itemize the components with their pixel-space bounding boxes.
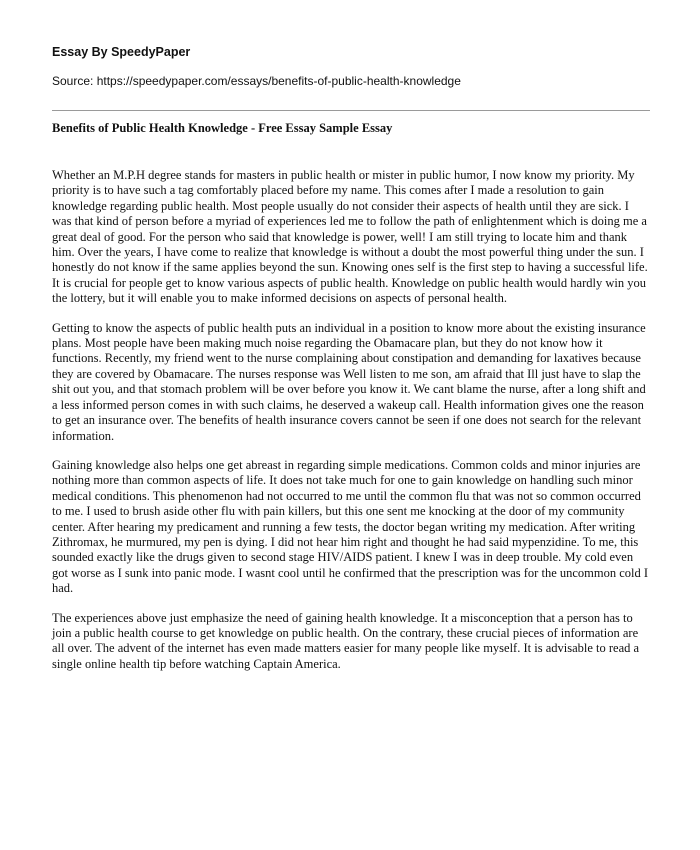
essay-paragraph: Getting to know the aspects of public health puts an individual in a position to know more about the existing insurance plans. Most people have been making much noise regarding the Obamacare plan, but they do not know how it functions. Recently, my friend went to the nurse complaining about constipation and demanding for laxatives because they are covered by Obamacare. The nurses response was Well listen to me son, am afraid that Ill just have to slap the shit out you, and that stomach problem will be over before you know it. We cant blame the nurse, after a long shift and a less informed person comes in with such claims, he deserved a wakeup call. Health information gives one the reason to get an insurance over. The benefits of health insurance covers cannot be seen if one does not search for the relevant information. (52, 320, 646, 443)
source-line: Source: https://speedypaper.com/essays/benefits-of-public-health-knowledge (52, 74, 461, 88)
essay-paragraph: Whether an M.P.H degree stands for masters in public health or mister in public humor, I now know my priority. My priority is to have such a tag comfortably placed before my name. This comes after I made a resolution to gain knowledge regarding public health. Most people usually do not consider their aspects of health until they are sick. I was that kind of person before a myriad of experiences led me to follow the path of enlightenment which is doing me a great deal of good. For the person who said that knowledge is power, well! I am still trying to locate him and thank him. Over the years, I have come to realize that knowledge is without a doubt the most powerful thing under the sun. I honestly do not know if the same applies beyond the sun. Knowing ones self is the first step to having a successful life. It is crucial for people get to know various aspects of public health. Knowledge on public health would hardly win you the lottery, but it will enable you to make informed decisions on aspects of personal health. (52, 168, 648, 306)
essay-title: Benefits of Public Health Knowledge - Free Essay Sample Essay (52, 121, 393, 135)
essay-body (52, 168, 650, 686)
essay-paragraph: The experiences above just emphasize the need of gaining health knowledge. It a misconception that a person has to join a public health course to get knowledge on public health. On the contrary, these crucial pieces of information are all over. The advent of the internet has even made matters easier for many people like myself. It is advisable to read a single online health tip before watching Captain America. (52, 610, 640, 671)
document-header-title: Essay By SpeedyPaper (52, 45, 191, 59)
essay-paragraph: Gaining knowledge also helps one get abreast in regarding simple medications. Common colds and minor injuries are nothing more than common aspects of life. It does not take much for one to gain knowledge on handling such minor medical conditions. This phenomenon had not occurred to me until the common flu that was not so common occurred to me. I used to brush aside other flu with pain killers, but this one sent me knocking at the door of my community center. After hearing my predicament and running a few tests, the doctor began writing my medication. After writing Zithromax, he murmured, my pen is dying. I did not hear him right and thought he had said mypenzidine. To me, this sounded exactly like the drugs given to second stage HIV/AIDS patient. I knew I was in deep trouble. My cold even got worse as I sunk into panic mode. I wasnt cool until he confirmed that the prescription was for the uncommon cold I had. (52, 457, 649, 596)
divider (52, 110, 650, 111)
